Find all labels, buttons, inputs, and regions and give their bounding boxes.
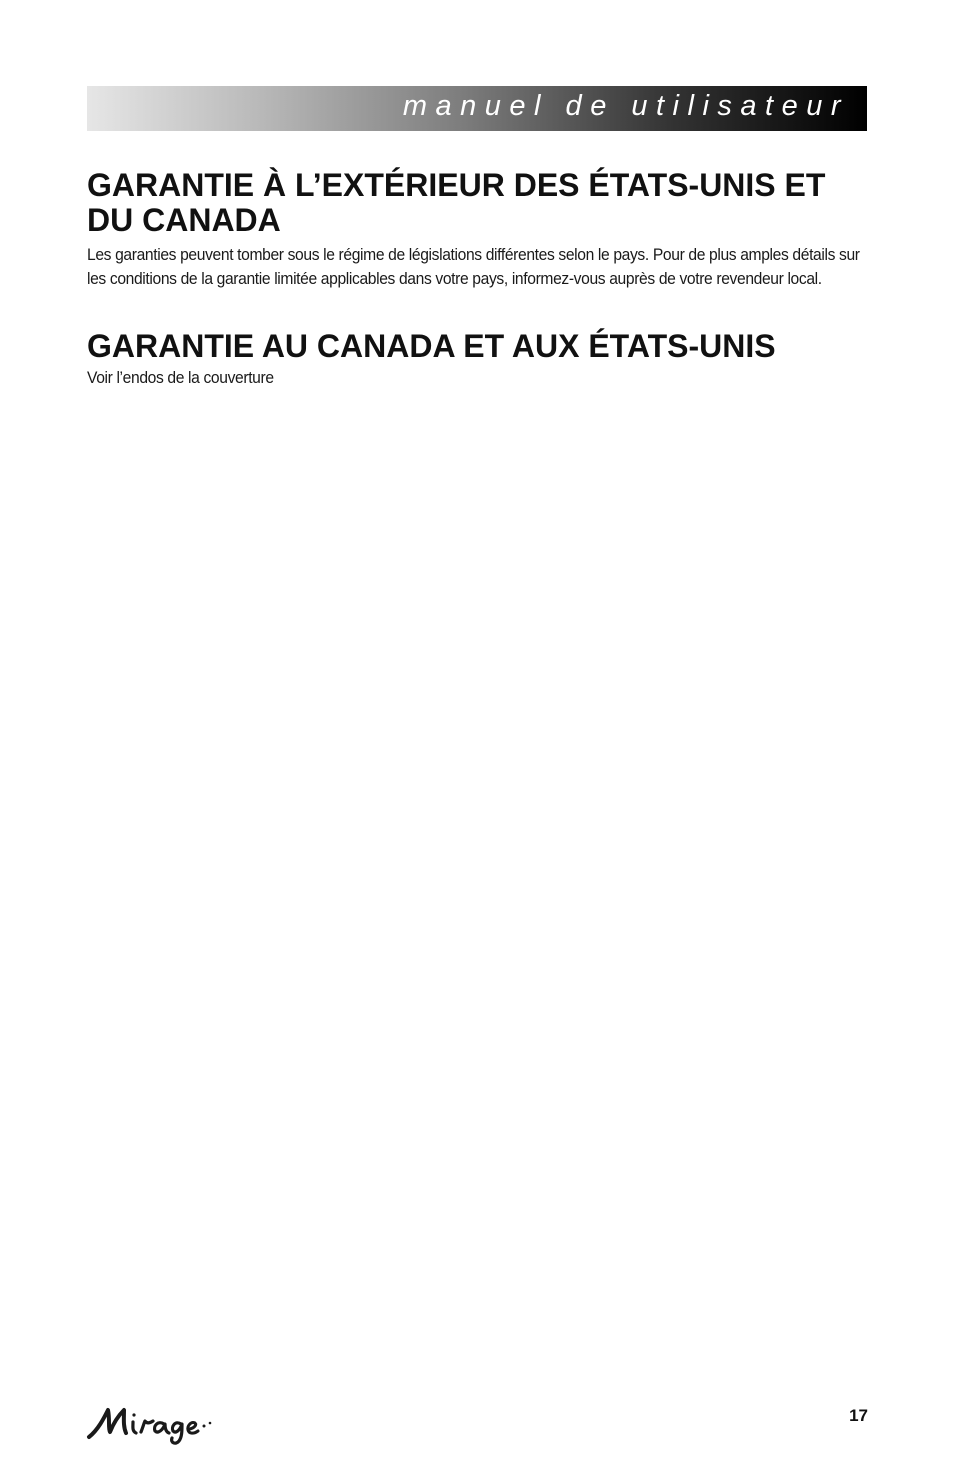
section-body: Les garanties peuvent tomber sous le régime de législations différentes selon le pays. Pour de plus amples détails sur les conditions de la garantie limitée applicables dans votre pays, informez-vous auprès de votre revendeur local. [87,245,860,288]
section-body: Voir l’endos de la couverture [87,368,274,387]
section-canada-us-warranty [87,329,867,390]
mirage-logo [86,1400,222,1446]
section-title: GARANTIE AU CANADA ET AUX ÉTATS-UNIS [87,328,776,364]
header-bar [87,86,867,131]
section-title: GARANTIE À L’EXTÉRIEUR DES ÉTATS-UNIS ET DU CANADA [87,167,826,238]
page-content [87,168,867,390]
section-outside-warranty [87,168,867,291]
header-title: manuel de utilisateur [402,90,849,122]
page-number: 17 [849,1406,868,1425]
